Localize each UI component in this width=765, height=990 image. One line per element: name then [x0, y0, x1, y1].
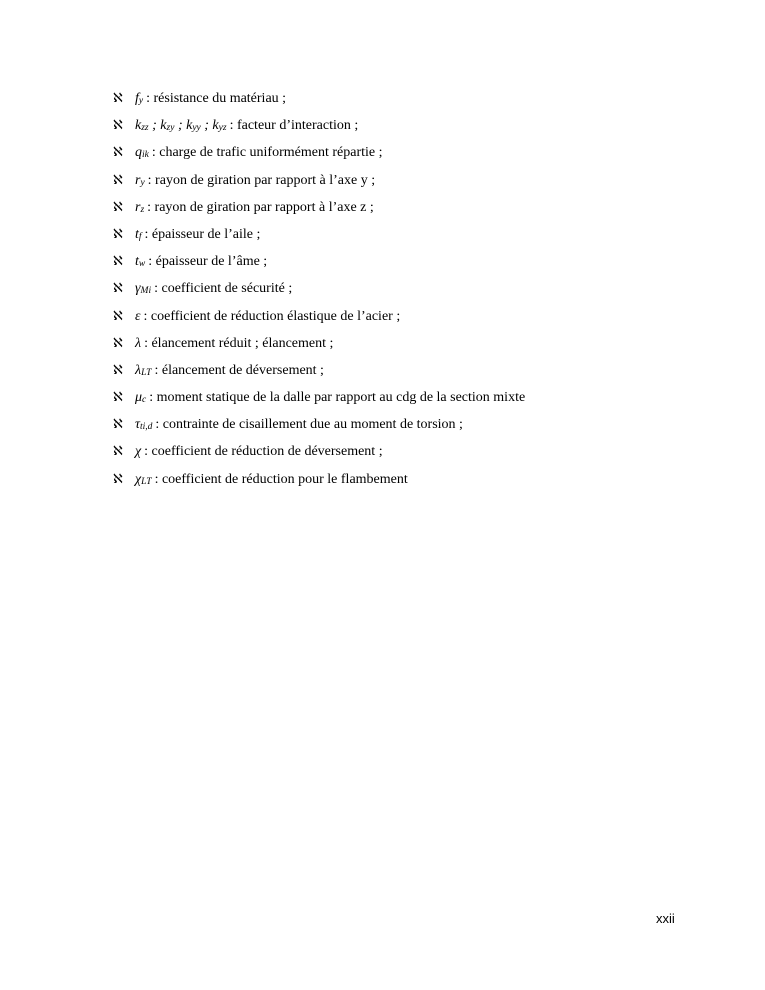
notation-item [113, 225, 525, 252]
notation-symbol: χ [135, 444, 142, 460]
notation-item [113, 279, 525, 306]
notation-symbol: $r_y$ [135, 172, 145, 188]
notation-description: : contrainte de cisaillement due au moment de torsion ; [155, 417, 463, 433]
notation-description: : élancement réduit ; élancement ; [144, 335, 334, 351]
aleph-bullet-icon: ℵ [113, 335, 123, 351]
notation-symbol: $q_{ik}$ [135, 145, 149, 161]
notation-symbol: $t_w$ [135, 254, 146, 270]
notation-list [113, 89, 525, 497]
notation-symbol: $\chi_{LT}$ [135, 471, 152, 487]
aleph-bullet-icon: ℵ [113, 308, 123, 324]
notation-description: : coefficient de réduction élastique de l’acier ; [143, 308, 401, 324]
notation-description: : coefficient de sécurité ; [154, 281, 293, 297]
notation-symbol: $f_y$ [135, 91, 144, 106]
notation-symbol: $\gamma_{Mi}$ [135, 281, 152, 297]
notation-symbol: λ [135, 335, 142, 351]
aleph-bullet-icon: ℵ [113, 254, 123, 270]
aleph-bullet-icon: ℵ [113, 362, 123, 378]
aleph-bullet-icon: ℵ [113, 91, 123, 106]
notation-symbol: $k_{zz}$ ; $k_{zy}$ ; $k_{yy}$ ; $k_{yz}$ [135, 118, 227, 134]
aleph-bullet-icon: ℵ [113, 226, 123, 242]
notation-item [113, 116, 525, 143]
notation-symbol: $\mu_c$ [135, 390, 147, 406]
notation-description: : épaisseur de l’âme ; [148, 254, 268, 270]
notation-description: : rayon de giration par rapport à l’axe z ; [147, 199, 374, 215]
notation-symbol: $\lambda_{LT}$ [135, 362, 152, 378]
aleph-bullet-icon: ℵ [113, 444, 123, 460]
notation-description: : coefficient de réduction de déversement ; [144, 444, 383, 460]
notation-symbol: $\tau_{ti,d}$ [135, 417, 153, 433]
notation-item [113, 442, 525, 469]
aleph-bullet-icon: ℵ [113, 417, 123, 433]
notation-description: : résistance du matériau ; [146, 91, 287, 106]
notation-description: : épaisseur de l’aile ; [144, 226, 261, 242]
aleph-bullet-icon: ℵ [113, 390, 123, 406]
aleph-bullet-icon: ℵ [113, 281, 123, 297]
notation-description: : moment statique de la dalle par rapport au cdg de la section mixte [149, 390, 526, 406]
notation-item [113, 334, 525, 361]
notation-item [113, 198, 525, 225]
notation-item [113, 252, 525, 279]
notation-symbol: ε [135, 308, 141, 324]
notation-description: : facteur d’interaction ; [229, 118, 359, 134]
notation-item [113, 415, 525, 442]
notation-item [113, 307, 525, 334]
notation-item [113, 89, 525, 116]
aleph-bullet-icon: ℵ [113, 145, 123, 161]
notation-item [113, 388, 525, 415]
notation-description: : charge de trafic uniformément répartie ; [151, 145, 383, 161]
aleph-bullet-icon: ℵ [113, 118, 123, 134]
notation-description: : rayon de giration par rapport à l’axe y ; [147, 172, 376, 188]
notation-item [113, 470, 525, 497]
notation-item [113, 171, 525, 198]
aleph-bullet-icon: ℵ [113, 199, 123, 215]
notation-description: : coefficient de réduction pour le flambement [154, 471, 408, 487]
notation-description: : élancement de déversement ; [154, 362, 324, 378]
notation-symbol: $r_z$ [135, 199, 145, 215]
notation-item [113, 361, 525, 388]
notation-symbol: $t_f$ [135, 226, 142, 242]
notation-item [113, 143, 525, 170]
aleph-bullet-icon: ℵ [113, 471, 123, 487]
page-number: xxii [656, 911, 675, 926]
aleph-bullet-icon: ℵ [113, 172, 123, 188]
